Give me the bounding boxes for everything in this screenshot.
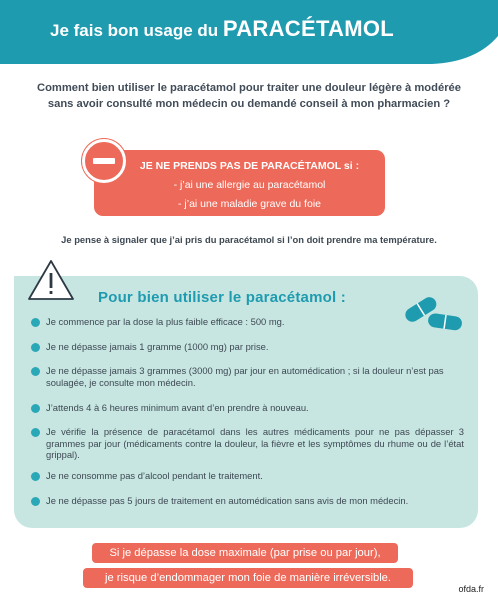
bullet-dot: [31, 472, 40, 481]
contraindication-item: - j’ai une allergie au paracétamol: [173, 179, 326, 191]
page-title: [50, 16, 394, 42]
bullet-dot: [31, 318, 40, 327]
header-banner: [0, 0, 498, 64]
source-label: ofda.fr: [458, 584, 484, 594]
usage-item: Je vérifie la présence de paracétamol dans les autres médicaments pour ne pas dépasser 3 grammes par jour (médicaments contre la douleur, la fièvre et les symptômes du rhume ou de l’état grippal).: [46, 426, 464, 460]
usage-item: Je ne dépasse pas 5 jours de traitement en automédication sans avis de mon médecin.: [46, 495, 409, 506]
question-line-2: sans avoir consulté mon médecin ou demandé conseil à mon pharmacien ?: [47, 98, 451, 110]
bullet-dot: [31, 497, 40, 506]
overdose-warning-line-2: je risque d’endommager mon foie de manière irréversible.: [83, 568, 413, 588]
contraindications-title: JE NE PRENDS PAS DE PARACÉTAMOL si :: [139, 160, 360, 172]
usage-item: Je ne dépasse jamais 3 grammes (3000 mg) par jour en automédication ; si la douleur n’est pas soulagée, je consulte mon médecin.: [46, 365, 444, 388]
bullet-dot: [31, 428, 40, 437]
bullet-dot: [31, 367, 40, 376]
warning-triangle-icon: [26, 258, 76, 302]
usage-item: Je ne dépasse jamais 1 gramme (1000 mg) par prise.: [46, 341, 269, 352]
overdose-warning-line-1: Si je dépasse la dose maximale (par prise ou par jour),: [92, 543, 398, 563]
bullet-dot: [31, 343, 40, 352]
usage-item: Je ne consomme pas d’alcool pendant le traitement.: [46, 470, 263, 481]
title-main: PARACÉTAMOL: [222, 16, 395, 41]
title-prefix: Je fais bon usage du: [50, 21, 219, 40]
contraindication-item: - j’ai une maladie grave du foie: [177, 198, 321, 210]
bullet-dot: [31, 404, 40, 413]
usage-title: Pour bien utiliser le paracétamol :: [98, 289, 346, 306]
temperature-note: Je pense à signaler que j’ai pris du paracétamol si l’on doit prendre ma température.: [61, 234, 437, 245]
usage-item: J’attends 4 à 6 heures minimum avant d’en prendre à nouveau.: [46, 402, 309, 413]
usage-item: Je commence par la dose la plus faible efficace : 500 mg.: [46, 316, 285, 327]
no-entry-icon: [82, 139, 126, 183]
contraindications-box: [94, 150, 385, 216]
question-line-1: Comment bien utiliser le paracétamol pour traiter une douleur légère à modérée: [37, 82, 461, 94]
intro-question: [14, 80, 484, 112]
